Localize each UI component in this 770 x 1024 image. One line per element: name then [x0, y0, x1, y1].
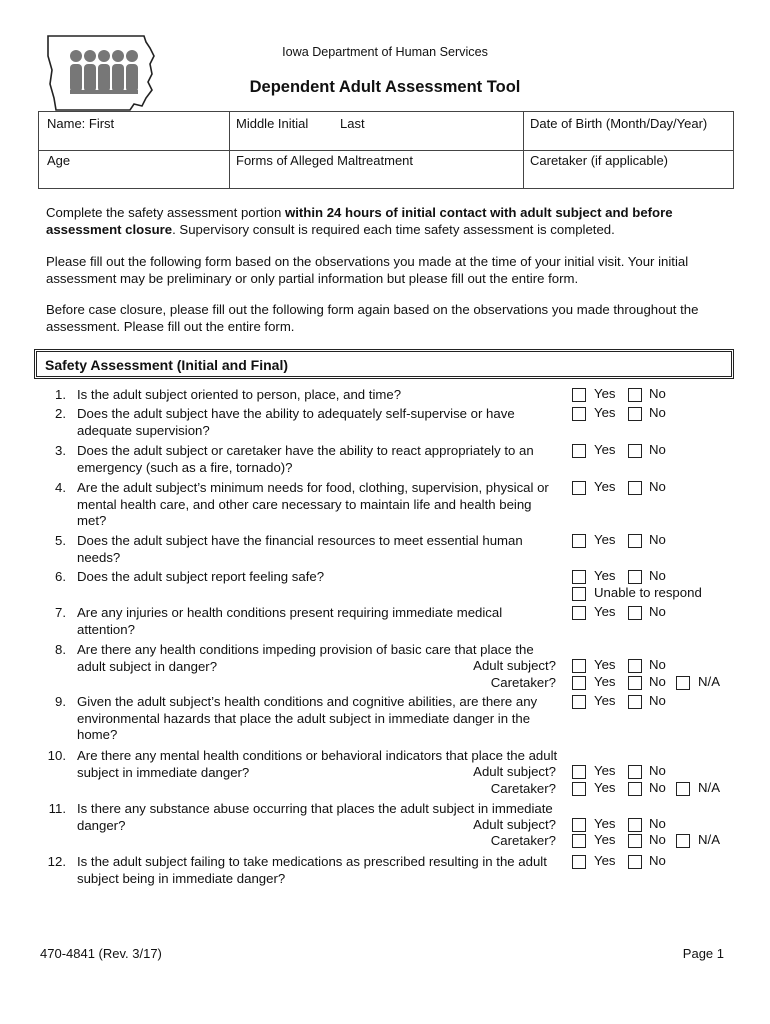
question-text: Are there any mental health conditions or behavioral indicators that place the adult subject in immediate danger?	[77, 748, 558, 780]
age-field[interactable]: Age	[47, 153, 71, 168]
na-checkbox[interactable]	[676, 782, 690, 796]
yes-checkbox[interactable]	[572, 444, 586, 458]
no-label: No	[649, 568, 666, 583]
question-text: Is the adult subject oriented to person, place, and time?	[77, 387, 402, 402]
no-label: No	[649, 780, 666, 795]
yes-checkbox[interactable]	[572, 782, 586, 796]
question-number: 6.	[55, 569, 66, 584]
no-label: No	[649, 657, 666, 672]
question-number: 12.	[47, 854, 66, 869]
question-number: 9.	[55, 694, 66, 709]
unable-to-respond-checkbox[interactable]	[572, 587, 586, 601]
no-label: No	[649, 763, 666, 778]
no-label: No	[649, 693, 666, 708]
no-checkbox[interactable]	[628, 695, 642, 709]
question-number: 10.	[47, 748, 66, 763]
name-first-field[interactable]: Name: First	[47, 116, 115, 131]
no-label: No	[649, 604, 666, 619]
question-text: Does the adult subject have the ability to adequately self-supervise or have adequate supervision?	[77, 406, 515, 438]
question-text: Does the adult subject report feeling safe?	[77, 569, 325, 584]
no-label: No	[649, 532, 666, 547]
question-number: 2.	[55, 406, 66, 421]
no-label: No	[649, 405, 666, 420]
yes-label: Yes	[594, 442, 616, 457]
na-label: N/A	[698, 780, 720, 795]
instruction-paragraph-2: Please fill out the following form based on the observations you made at the time of your initial visit. Your initial assessment may be preliminary or only partial information but please fill out the entire form.	[46, 254, 689, 286]
question-number: 3.	[55, 443, 66, 458]
yes-label: Yes	[594, 405, 616, 420]
no-label: No	[649, 442, 666, 457]
yes-checkbox[interactable]	[572, 855, 586, 869]
na-checkbox[interactable]	[676, 676, 690, 690]
yes-checkbox[interactable]	[572, 388, 586, 402]
question-number: 5.	[55, 533, 66, 548]
no-checkbox[interactable]	[628, 765, 642, 779]
no-checkbox[interactable]	[628, 676, 642, 690]
respondent-caretaker-label: Caretaker?	[490, 781, 556, 796]
instruction-paragraph-3: Before case closure, please fill out the following form again based on the observations you made throughout the assessment. Please fill out the entire form.	[46, 302, 699, 334]
question-number: 4.	[55, 480, 66, 495]
yes-label: Yes	[594, 386, 616, 401]
section-header	[34, 349, 734, 379]
question-text: Are there any health conditions impeding provision of basic care that place the adult subject in danger?	[77, 642, 534, 674]
caretaker-field[interactable]: Caretaker (if applicable)	[530, 153, 669, 168]
na-label: N/A	[698, 674, 720, 689]
question-number: 1.	[55, 387, 66, 402]
yes-checkbox[interactable]	[572, 676, 586, 690]
no-checkbox[interactable]	[628, 444, 642, 458]
yes-label: Yes	[594, 604, 616, 619]
unable-to-respond-label: Unable to respond	[594, 585, 702, 600]
yes-label: Yes	[594, 816, 616, 831]
no-checkbox[interactable]	[628, 534, 642, 548]
yes-label: Yes	[594, 479, 616, 494]
no-checkbox[interactable]	[628, 659, 642, 673]
page-number: Page 1	[682, 946, 724, 961]
question-text: Given the adult subject’s health conditions and cognitive abilities, are there any environmental hazards that place the adult subject in immediate danger in the home?	[77, 694, 538, 742]
respondent-adult-label: Adult subject?	[473, 658, 556, 673]
question-text: Are any injuries or health conditions present requiring immediate medical attention?	[77, 605, 503, 637]
yes-label: Yes	[594, 780, 616, 795]
yes-label: Yes	[594, 693, 616, 708]
na-checkbox[interactable]	[676, 834, 690, 848]
question-number: 11.	[48, 801, 66, 816]
respondent-adult-label: Adult subject?	[473, 817, 556, 832]
yes-checkbox[interactable]	[572, 695, 586, 709]
form-number: 470-4841 (Rev. 3/17)	[40, 946, 162, 961]
respondent-adult-label: Adult subject?	[473, 764, 556, 779]
no-label: No	[649, 832, 666, 847]
no-checkbox[interactable]	[628, 782, 642, 796]
document-title: Dependent Adult Assessment Tool	[249, 78, 521, 96]
yes-checkbox[interactable]	[572, 481, 586, 495]
last-name-field[interactable]: Last	[340, 116, 365, 131]
no-checkbox[interactable]	[628, 407, 642, 421]
yes-checkbox[interactable]	[572, 407, 586, 421]
no-label: No	[649, 853, 666, 868]
question-text: Is there any substance abuse occurring that places the adult subject in immediate danger?	[77, 801, 553, 833]
yes-checkbox[interactable]	[572, 534, 586, 548]
question-text: Does the adult subject have the financial resources to meet essential human needs?	[77, 533, 523, 565]
respondent-caretaker-label: Caretaker?	[490, 833, 556, 848]
yes-checkbox[interactable]	[572, 606, 586, 620]
question-number: 7.	[55, 605, 66, 620]
na-label: N/A	[698, 832, 720, 847]
question-number: 8.	[55, 642, 66, 657]
yes-checkbox[interactable]	[572, 570, 586, 584]
no-label: No	[649, 674, 666, 689]
yes-label: Yes	[594, 657, 616, 672]
agency-name: Iowa Department of Human Services	[282, 45, 488, 59]
question-text: Are the adult subject’s minimum needs for food, clothing, supervision, physical or mental health care, and other care necessary to maintain life and health being met?	[77, 480, 549, 528]
no-checkbox[interactable]	[628, 481, 642, 495]
question-text: Is the adult subject failing to take medications as prescribed resulting in the adult subject being in immediate danger?	[77, 854, 547, 886]
yes-label: Yes	[594, 763, 616, 778]
yes-label: Yes	[594, 532, 616, 547]
no-checkbox[interactable]	[628, 834, 642, 848]
yes-checkbox[interactable]	[572, 765, 586, 779]
no-label: No	[649, 386, 666, 401]
yes-label: Yes	[594, 674, 616, 689]
date-of-birth-field[interactable]: Date of Birth (Month/Day/Year)	[530, 116, 708, 131]
yes-checkbox[interactable]	[572, 659, 586, 673]
no-checkbox[interactable]	[628, 855, 642, 869]
forms-of-maltreatment-field[interactable]: Forms of Alleged Maltreatment	[236, 153, 414, 168]
no-checkbox[interactable]	[628, 388, 642, 402]
yes-label: Yes	[594, 568, 616, 583]
middle-initial-field[interactable]: Middle Initial	[236, 116, 309, 131]
respondent-caretaker-label: Caretaker?	[490, 675, 556, 690]
question-text: Does the adult subject or caretaker have the ability to react appropriately to an emergency (such as a fire, tornado)?	[77, 443, 534, 475]
instruction-paragraph-1: Complete the safety assessment portion within 24 hours of initial contact with adult subject and before assessment closure. Supervisory consult is required each time safety assessment is completed.	[46, 205, 673, 237]
no-checkbox[interactable]	[628, 570, 642, 584]
section-title: Safety Assessment (Initial and Final)	[45, 357, 288, 373]
no-label: No	[649, 479, 666, 494]
no-label: No	[649, 816, 666, 831]
yes-checkbox[interactable]	[572, 818, 586, 832]
no-checkbox[interactable]	[628, 818, 642, 832]
yes-label: Yes	[594, 853, 616, 868]
no-checkbox[interactable]	[628, 606, 642, 620]
identification-table	[38, 111, 734, 189]
yes-checkbox[interactable]	[572, 834, 586, 848]
yes-label: Yes	[594, 832, 616, 847]
